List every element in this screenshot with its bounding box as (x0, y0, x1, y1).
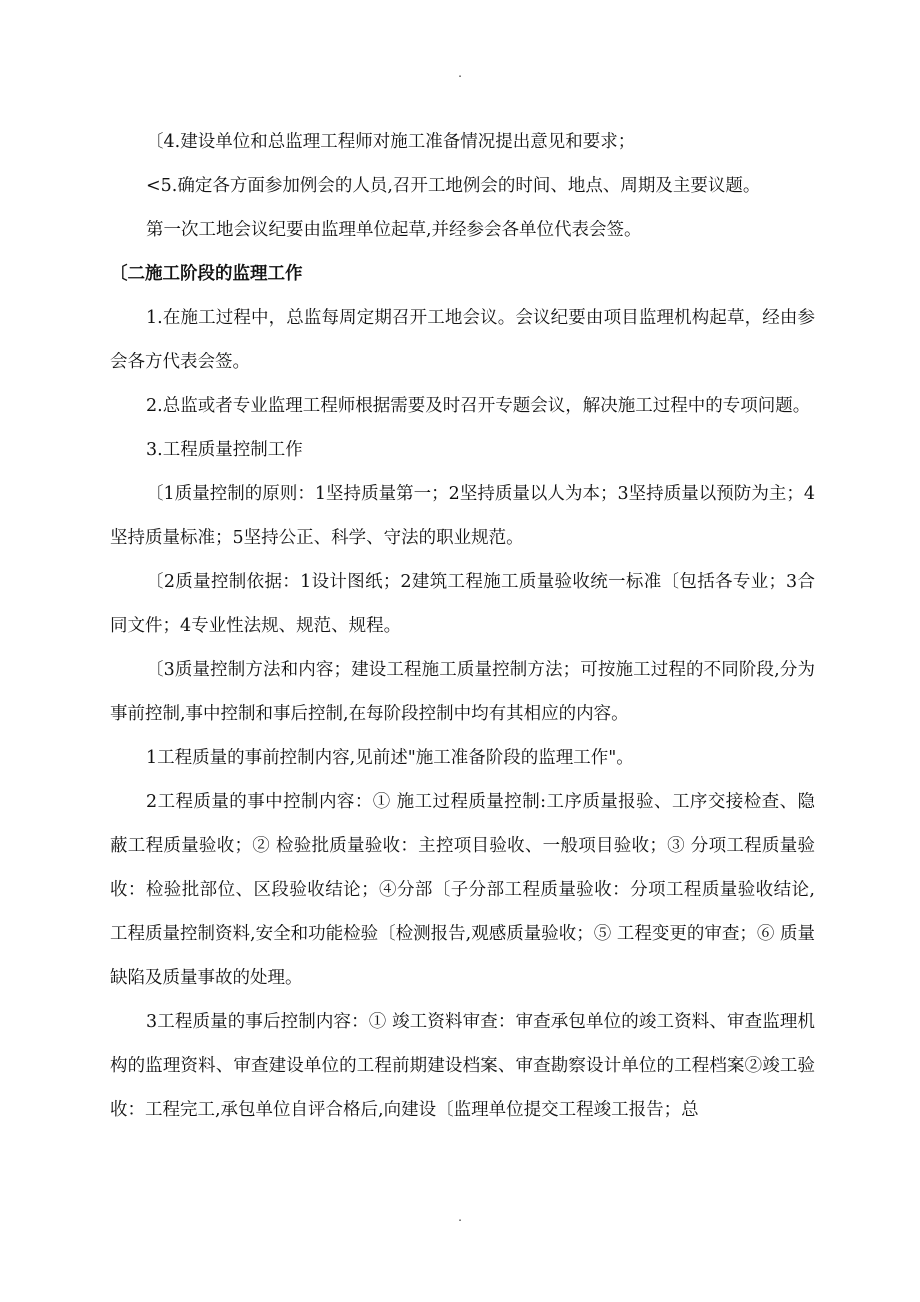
document-body (110, 120, 815, 1132)
section-heading-construction-phase: 〔二施工阶段的监理工作 (110, 264, 303, 284)
paragraph-item-4: 〔4.建设单位和总监理工程师对施工准备情况提出意见和要求； (146, 132, 636, 152)
paragraph-quality-methods: 〔3质量控制方法和内容；建设工程施工质量控制方法；可按施工过程的不同阶段,分为事前控制,事中控制和事后控制,在每阶段控制中均有其相应的内容。 (110, 660, 815, 724)
footer-mark: . (458, 1210, 462, 1224)
paragraph-weekly-meeting: 1.在施工过程中，总监每周定期召开工地会议。会议纪要由项目监理机构起草，经由参会各方代表会签。 (110, 308, 815, 372)
paragraph-first-meeting-minutes: 第一次工地会议纪要由监理单位起草,并经参会各单位代表会签。 (146, 220, 642, 240)
subheading-quality-control: 3.工程质量控制工作 (146, 440, 303, 460)
paragraph-special-meeting: 2.总监或者专业监理工程师根据需要及时召开专题会议，解决施工过程中的专项问题。 (146, 396, 811, 416)
paragraph-post-control: 3工程质量的事后控制内容：① 竣工资料审查：审查承包单位的竣工资料、审查监理机构的监理资料、审查建设单位的工程前期建设档案、审查勘察设计单位的工程档案②竣工验收：工程完工,承包单位自评合格后,向建设〔监理单位提交工程竣工报告；总 (110, 1012, 815, 1120)
paragraph-in-process-control: 2工程质量的事中控制内容：① 施工过程质量控制:工序质量报验、工序交接检查、隐蔽工程质量验收；② 检验批质量验收：主控项目验收、一般项目验收；③ 分项工程质量验收：检验批部位、区段验收结论；④分部〔子分部工程质量验收：分项工程质量验收结论,工程质量控制资料,安全和功能检验〔检测报告,观感质量验收；⑤ 工程变更的审查；⑥ 质量缺陷及质量事故的处理。 (110, 792, 815, 988)
paragraph-item-5: <5.确定各方面参加例会的人员,召开工地例会的时间、地点、周期及主要议题。 (146, 176, 761, 196)
paragraph-quality-basis: 〔2质量控制依据：1设计图纸；2建筑工程施工质量验收统一标准〔包括各专业；3合同文件；4专业性法规、规范、规程。 (110, 572, 815, 636)
paragraph-quality-principles: 〔1质量控制的原则：1坚持质量第一；2坚持质量以人为本；3坚持质量以预防为主；4坚持质量标准；5坚持公正、科学、守法的职业规范。 (110, 484, 815, 548)
paragraph-pre-control: 1工程质量的事前控制内容,见前述"施工准备阶段的监理工作"。 (146, 748, 634, 768)
header-mark: . (458, 66, 462, 80)
